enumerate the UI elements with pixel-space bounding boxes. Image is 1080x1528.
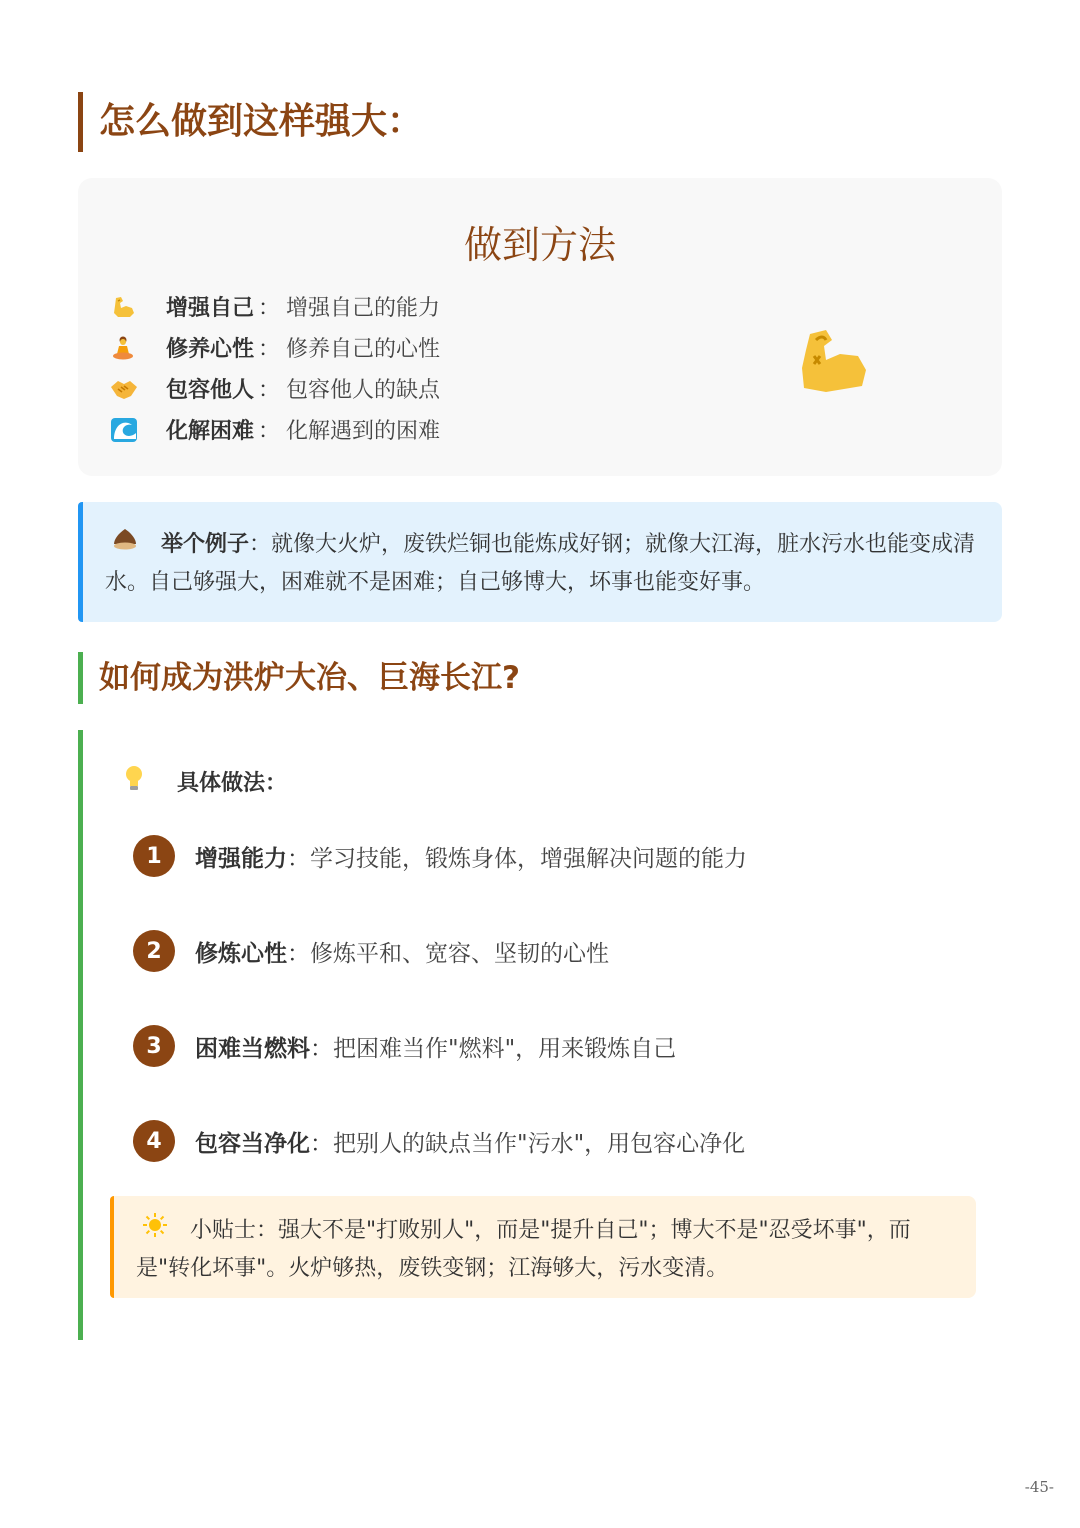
step-key: 修炼心性: [195, 940, 287, 967]
flexed-biceps-icon: [796, 326, 876, 402]
method-key: 化解困难: [166, 419, 255, 444]
list-item: 增强自己 ： 增强自己的能力: [110, 286, 440, 327]
list-item: 包容他人 ： 包容他人的缺点: [110, 368, 440, 409]
method-value: 修养自己的心性: [286, 337, 441, 362]
page-number: -45-: [1024, 1478, 1054, 1496]
light-bulb-icon: [123, 764, 177, 798]
step-key: 增强能力: [195, 845, 287, 872]
wave-icon: [110, 409, 166, 450]
method-key: 增强自己: [166, 296, 255, 321]
step-number-badge: 2: [133, 930, 175, 972]
step-number-badge: 4: [133, 1120, 175, 1162]
step-item: 3 困难当燃料 ： 把困难当作"燃料"，用来锻炼自己: [133, 1024, 676, 1068]
tip-callout: [110, 1196, 976, 1298]
method-value: 包容他人的缺点: [286, 378, 441, 403]
list-item: 化解困难 ： 化解遇到的困难: [110, 409, 440, 450]
step-value: 学习技能，锻炼身体，增强解决问题的能力: [310, 845, 747, 872]
step-number-badge: 1: [133, 835, 175, 877]
method-key: 包容他人: [166, 378, 255, 403]
step-item: 1 增强能力 ： 学习技能，锻炼身体，增强解决问题的能力: [133, 834, 747, 878]
handshake-icon: [110, 368, 166, 409]
flexed-biceps-icon: [110, 286, 166, 327]
page-title: 怎么做到这样强大：: [78, 92, 423, 152]
sun-icon: [142, 1212, 168, 1250]
step-value: 把困难当作"燃料"，用来锻炼自己: [333, 1035, 677, 1062]
list-item: 修养心性 ： 修养自己的心性: [110, 327, 440, 368]
tip-text: 小贴士：强大不是"打败别人"，而是"提升自己"；博大不是"忍受坏事"，而是"转化坏事"。火炉够热，废铁变钢；江海够大，污水变清。: [136, 1218, 911, 1281]
step-number-badge: 3: [133, 1025, 175, 1067]
method-value: 增强自己的能力: [286, 296, 441, 321]
example-callout: 举个例子：就像大火炉，废铁烂铜也能炼成好钢；就像大江海，脏水污水也能变成清水。自己够强大，困难就不是困难；自己够博大，坏事也能变好事。: [78, 502, 1002, 622]
method-card: [78, 178, 1002, 476]
step-key: 困难当燃料: [195, 1035, 310, 1062]
method-value: 化解遇到的困难: [286, 419, 441, 444]
step-key: 包容当净化: [195, 1130, 310, 1157]
step-item: 2 修炼心性 ： 修炼平和、宽容、坚韧的心性: [133, 929, 609, 973]
method-list: [110, 286, 440, 450]
example-text: 就像大火炉，废铁烂铜也能炼成好钢；就像大江海，脏水污水也能变成清水。自己够强大，困难就不是困难；自己够博大，坏事也能变好事。: [105, 532, 976, 595]
step-item: 4 包容当净化 ： 把别人的缺点当作"污水"，用包容心净化: [133, 1119, 745, 1163]
step-value: 修炼平和、宽容、坚韧的心性: [310, 940, 609, 967]
method-card-title: 做到方法: [463, 223, 616, 267]
example-label: 举个例子: [161, 532, 250, 557]
step-value: 把别人的缺点当作"污水"，用包容心净化: [333, 1130, 746, 1157]
chestnut-icon: [111, 526, 139, 564]
steps-heading: 具体做法：: [123, 764, 287, 798]
meditation-icon: [110, 327, 166, 368]
section-title: 如何成为洪炉大冶、巨海长江?: [78, 652, 520, 704]
method-key: 修养心性: [166, 337, 255, 362]
